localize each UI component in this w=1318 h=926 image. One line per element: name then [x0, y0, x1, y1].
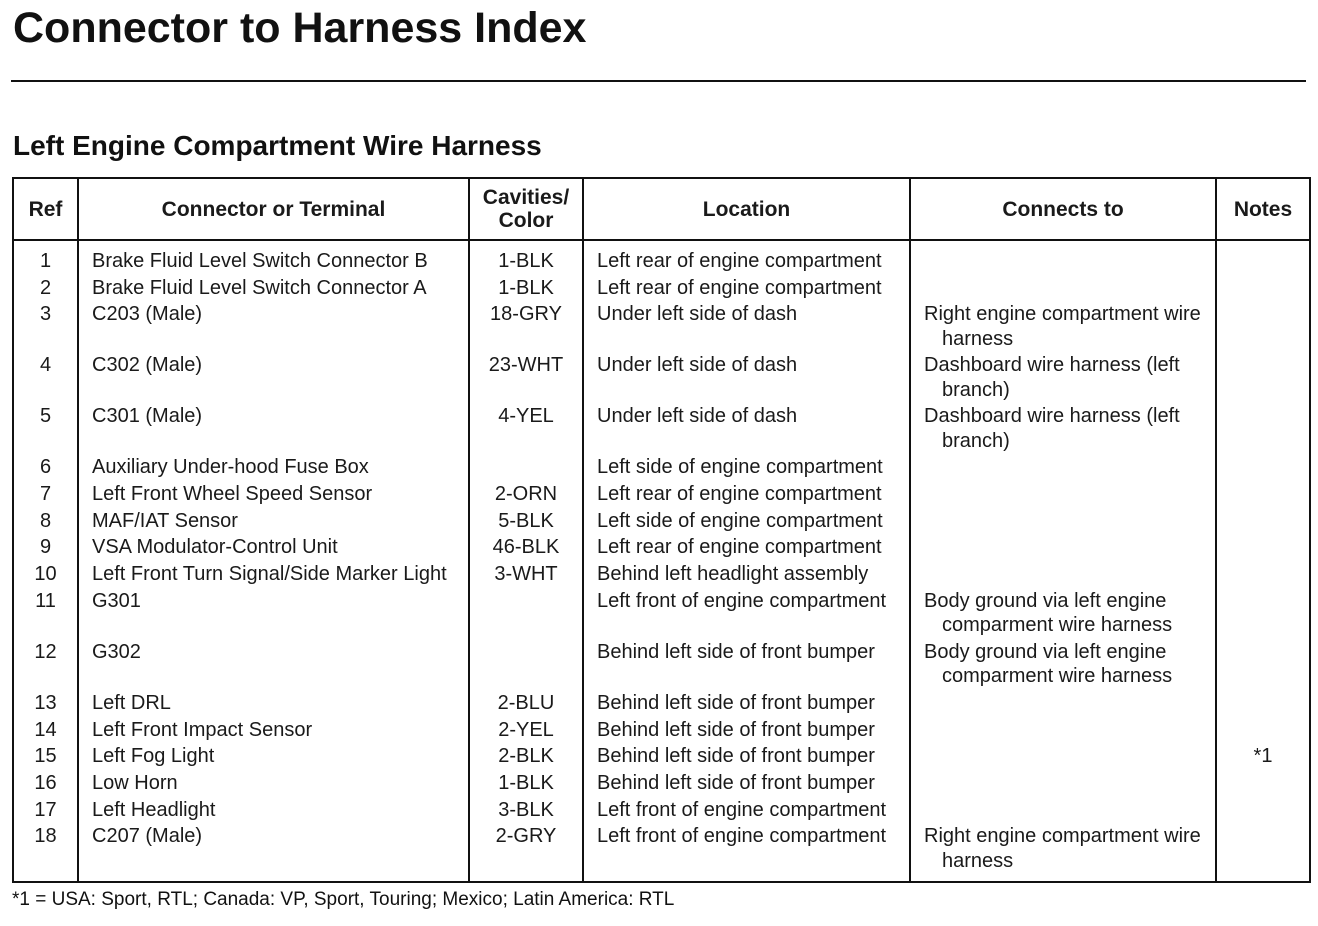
- cell-location-text: Behind left side of front bumper: [597, 745, 875, 768]
- cell-ref: [13, 771, 78, 798]
- cell-connector: [78, 562, 469, 589]
- table-row: [13, 771, 1310, 798]
- cell-cavities-text: 18-GRY: [490, 303, 562, 326]
- cell-notes: [1216, 640, 1310, 691]
- cell-cavities-text: 2-BLU: [497, 691, 555, 714]
- cell-connector-text: Low Horn: [92, 771, 178, 794]
- cell-cavities-text: 5-BLK: [498, 509, 554, 532]
- cell-notes: [1216, 302, 1310, 353]
- cell-ref: [13, 744, 78, 771]
- cell-connects-to: [910, 640, 1216, 691]
- cell-location-text: Under left side of dash: [597, 354, 798, 377]
- column-header-cavities: [469, 178, 583, 240]
- cell-notes: [1216, 353, 1310, 404]
- cell-ref: [13, 589, 78, 640]
- cell-connects-to-text: Dashboard wire harness (left branch): [924, 354, 1180, 401]
- cell-cavities-text: 2-BLK: [498, 745, 554, 768]
- cell-location: [583, 744, 910, 771]
- cell-connector: [78, 455, 469, 482]
- cell-cavities-text: 3-BLK: [498, 798, 554, 821]
- harness-index-table: [12, 177, 1311, 883]
- cell-connector-text: Left Front Wheel Speed Sensor: [92, 483, 373, 506]
- cell-ref-text: 15: [34, 745, 57, 768]
- cell-connector: [78, 276, 469, 303]
- cell-connector-text: Left Headlight: [92, 798, 216, 821]
- cell-cavities: [469, 718, 583, 745]
- table-body: [13, 240, 1310, 882]
- cell-ref-text: 7: [39, 483, 52, 506]
- cell-cavities: [469, 640, 583, 691]
- cell-notes: [1216, 824, 1310, 882]
- cell-ref-text: 1: [39, 250, 52, 272]
- page-title: Connector to Harness Index: [13, 4, 587, 52]
- cell-connects-to-text: Body ground via left engine comparment wire harness: [924, 640, 1173, 688]
- cell-ref-text: 18: [34, 825, 57, 848]
- cell-location: [583, 240, 910, 276]
- cell-ref: [13, 798, 78, 825]
- table-row: [13, 562, 1310, 589]
- cell-location: [583, 824, 910, 882]
- cell-location: [583, 404, 910, 455]
- cell-ref-text: 14: [34, 718, 57, 741]
- cell-cavities-text: 2-ORN: [494, 483, 558, 506]
- cell-cavities-text: 23-WHT: [488, 354, 564, 377]
- cell-cavities-text: 1-BLK: [498, 250, 554, 272]
- cell-connects-to: [910, 691, 1216, 718]
- cell-connector-text: Brake Fluid Level Switch Connector B: [92, 250, 428, 272]
- column-header-cavities-line1: Cavities/: [482, 186, 570, 209]
- footnote: *1 = USA: Sport, RTL; Canada: VP, Sport, Touring; Mexico; Latin America: RTL: [12, 889, 675, 910]
- cell-cavities-text: 3-WHT: [494, 563, 558, 586]
- cell-location: [583, 771, 910, 798]
- cell-connector: [78, 509, 469, 536]
- table-row: [13, 589, 1310, 640]
- cell-connects-to: [910, 509, 1216, 536]
- cell-location-text: Left rear of engine compartment: [597, 276, 882, 299]
- cell-ref: [13, 509, 78, 536]
- cell-location-text: Left front of engine compartment: [597, 825, 887, 848]
- cell-location-text: Behind left headlight assembly: [597, 563, 869, 586]
- cell-connector-text: C302 (Male): [92, 354, 203, 377]
- cell-notes: [1216, 718, 1310, 745]
- cell-cavities: [469, 798, 583, 825]
- table-row: [13, 482, 1310, 509]
- column-header-connector: Connector or Terminal: [78, 178, 469, 240]
- cell-connector: [78, 302, 469, 353]
- cell-ref-text: 4: [39, 354, 52, 377]
- cell-location: [583, 353, 910, 404]
- cell-connector: [78, 798, 469, 825]
- cell-notes: [1216, 562, 1310, 589]
- cell-cavities: [469, 276, 583, 303]
- cell-ref-text: 16: [34, 771, 57, 794]
- cell-location-text: Behind left side of front bumper: [597, 718, 875, 741]
- cell-cavities: [469, 562, 583, 589]
- table-row: [13, 404, 1310, 455]
- table-header-row: [13, 178, 1310, 240]
- cell-cavities: [469, 302, 583, 353]
- table-row: [13, 798, 1310, 825]
- cell-connector: [78, 744, 469, 771]
- title-divider: [11, 80, 1306, 82]
- cell-cavities: [469, 404, 583, 455]
- cell-ref-text: 5: [39, 405, 52, 428]
- cell-location: [583, 718, 910, 745]
- cell-connects-to: [910, 535, 1216, 562]
- cell-ref-text: 2: [39, 276, 52, 299]
- cell-ref-text: 6: [39, 456, 52, 479]
- table-row: [13, 509, 1310, 536]
- cell-connects-to: [910, 404, 1216, 455]
- cell-cavities: [469, 482, 583, 509]
- column-header-connects-to: Connects to: [910, 178, 1216, 240]
- table-row: [13, 276, 1310, 303]
- cell-notes: [1216, 276, 1310, 303]
- cell-connector-text: G302: [92, 640, 141, 663]
- cell-ref: [13, 482, 78, 509]
- cell-ref: [13, 640, 78, 691]
- cell-ref-text: 9: [39, 536, 52, 559]
- cell-connects-to-text: Right engine compartment wire harness: [924, 825, 1201, 872]
- cell-notes: [1216, 404, 1310, 455]
- cell-connects-to: [910, 718, 1216, 745]
- cell-location-text: Behind left side of front bumper: [597, 771, 875, 794]
- cell-location: [583, 691, 910, 718]
- cell-connector: [78, 240, 469, 276]
- table-row: [13, 535, 1310, 562]
- cell-location-text: Left side of engine compartment: [597, 456, 883, 479]
- cell-ref-text: 17: [34, 798, 57, 821]
- cell-cavities: [469, 589, 583, 640]
- cell-cavities: [469, 535, 583, 562]
- cell-connects-to: [910, 276, 1216, 303]
- cell-connector: [78, 589, 469, 640]
- cell-cavities-text: 46-BLK: [492, 536, 560, 559]
- cell-location: [583, 562, 910, 589]
- cell-cavities-text: 4-YEL: [498, 405, 554, 428]
- cell-location: [583, 482, 910, 509]
- table-row: [13, 718, 1310, 745]
- cell-cavities: [469, 824, 583, 882]
- cell-notes: [1216, 691, 1310, 718]
- cell-cavities-text: 1-BLK: [498, 276, 554, 299]
- cell-connects-to: [910, 353, 1216, 404]
- cell-location-text: Left front of engine compartment: [597, 798, 887, 821]
- cell-location: [583, 589, 910, 640]
- cell-location-text: Left rear of engine compartment: [597, 483, 882, 506]
- cell-cavities-text: 2-GRY: [495, 825, 557, 848]
- cell-ref-text: 3: [39, 303, 52, 326]
- table-row: [13, 353, 1310, 404]
- cell-location: [583, 640, 910, 691]
- table-row: [13, 455, 1310, 482]
- table-row: [13, 302, 1310, 353]
- column-header-location: Location: [583, 178, 910, 240]
- column-header-notes: Notes: [1216, 178, 1310, 240]
- cell-connects-to: [910, 455, 1216, 482]
- cell-notes: [1216, 771, 1310, 798]
- cell-location-text: Left side of engine compartment: [597, 509, 883, 532]
- cell-notes: [1216, 589, 1310, 640]
- cell-location-text: Left rear of engine compartment: [597, 536, 882, 559]
- cell-ref: [13, 276, 78, 303]
- cell-connector-text: Left Front Impact Sensor: [92, 718, 313, 741]
- cell-connector-text: G301: [92, 589, 141, 612]
- cell-connector: [78, 353, 469, 404]
- cell-ref: [13, 404, 78, 455]
- cell-connector-text: C301 (Male): [92, 405, 203, 428]
- cell-ref: [13, 240, 78, 276]
- cell-ref-text: 12: [34, 640, 57, 663]
- cell-cavities: [469, 744, 583, 771]
- cell-notes: [1216, 240, 1310, 276]
- cell-connects-to: [910, 798, 1216, 825]
- cell-connects-to-text: Body ground via left engine comparment wire harness: [924, 589, 1173, 637]
- cell-location-text: Under left side of dash: [597, 405, 798, 428]
- cell-connector: [78, 482, 469, 509]
- cell-connects-to: [910, 482, 1216, 509]
- cell-connector-text: MAF/IAT Sensor: [92, 509, 238, 532]
- cell-connector-text: VSA Modulator-Control Unit: [92, 536, 338, 559]
- cell-cavities-text: 2-YEL: [498, 718, 554, 741]
- cell-connector-text: Brake Fluid Level Switch Connector A: [92, 276, 427, 299]
- cell-location-text: Under left side of dash: [597, 303, 798, 326]
- cell-cavities: [469, 771, 583, 798]
- cell-ref: [13, 718, 78, 745]
- table-row: [13, 640, 1310, 691]
- cell-connector-text: Left Front Turn Signal/Side Marker Light: [92, 563, 447, 586]
- cell-connector-text: Left Fog Light: [92, 745, 215, 768]
- cell-notes: [1216, 744, 1310, 771]
- table-row: [13, 744, 1310, 771]
- table-row: [13, 691, 1310, 718]
- cell-connector-text: C203 (Male): [92, 303, 203, 326]
- cell-connector: [78, 535, 469, 562]
- cell-ref-text: 10: [34, 563, 57, 586]
- column-header-ref: Ref: [13, 178, 78, 240]
- cell-connector: [78, 771, 469, 798]
- cell-connector-text: Auxiliary Under-hood Fuse Box: [92, 456, 369, 479]
- cell-notes: [1216, 798, 1310, 825]
- cell-connects-to: [910, 824, 1216, 882]
- cell-ref-text: 8: [39, 509, 52, 532]
- cell-ref: [13, 562, 78, 589]
- cell-connector: [78, 640, 469, 691]
- cell-location-text: Behind left side of front bumper: [597, 691, 875, 714]
- cell-cavities: [469, 509, 583, 536]
- cell-ref: [13, 535, 78, 562]
- cell-notes: [1216, 535, 1310, 562]
- cell-location: [583, 302, 910, 353]
- cell-ref: [13, 455, 78, 482]
- cell-location: [583, 276, 910, 303]
- cell-notes: [1216, 509, 1310, 536]
- cell-ref: [13, 353, 78, 404]
- cell-ref: [13, 691, 78, 718]
- cell-connects-to: [910, 589, 1216, 640]
- cell-cavities: [469, 455, 583, 482]
- cell-connects-to: [910, 302, 1216, 353]
- table-row: [13, 824, 1310, 882]
- cell-ref-text: 11: [35, 589, 56, 612]
- cell-connector: [78, 691, 469, 718]
- cell-connects-to-text: Right engine compartment wire harness: [924, 303, 1201, 350]
- cell-notes: [1216, 455, 1310, 482]
- cell-ref: [13, 824, 78, 882]
- cell-location: [583, 798, 910, 825]
- cell-notes-text: *1: [1253, 745, 1273, 768]
- cell-location-text: Behind left side of front bumper: [597, 640, 875, 663]
- cell-connects-to: [910, 562, 1216, 589]
- cell-connector-text: C207 (Male): [92, 825, 203, 848]
- cell-cavities: [469, 240, 583, 276]
- cell-connector: [78, 404, 469, 455]
- cell-ref-text: 13: [34, 691, 57, 714]
- cell-cavities: [469, 691, 583, 718]
- cell-ref: [13, 302, 78, 353]
- cell-location: [583, 535, 910, 562]
- cell-cavities-text: 1-BLK: [498, 771, 554, 794]
- cell-connector: [78, 718, 469, 745]
- section-title: Left Engine Compartment Wire Harness: [13, 130, 542, 161]
- cell-cavities: [469, 353, 583, 404]
- cell-location: [583, 509, 910, 536]
- column-header-cavities-line2: Color: [498, 209, 554, 232]
- cell-notes: [1216, 482, 1310, 509]
- cell-connects-to-text: Dashboard wire harness (left branch): [924, 405, 1180, 452]
- cell-connects-to: [910, 240, 1216, 276]
- cell-location-text: Left front of engine compartment: [597, 589, 887, 612]
- cell-location-text: Left rear of engine compartment: [597, 250, 882, 272]
- cell-connector-text: Left DRL: [92, 691, 171, 714]
- cell-connects-to: [910, 744, 1216, 771]
- cell-connector: [78, 824, 469, 882]
- cell-connects-to: [910, 771, 1216, 798]
- table-row: [13, 240, 1310, 276]
- cell-location: [583, 455, 910, 482]
